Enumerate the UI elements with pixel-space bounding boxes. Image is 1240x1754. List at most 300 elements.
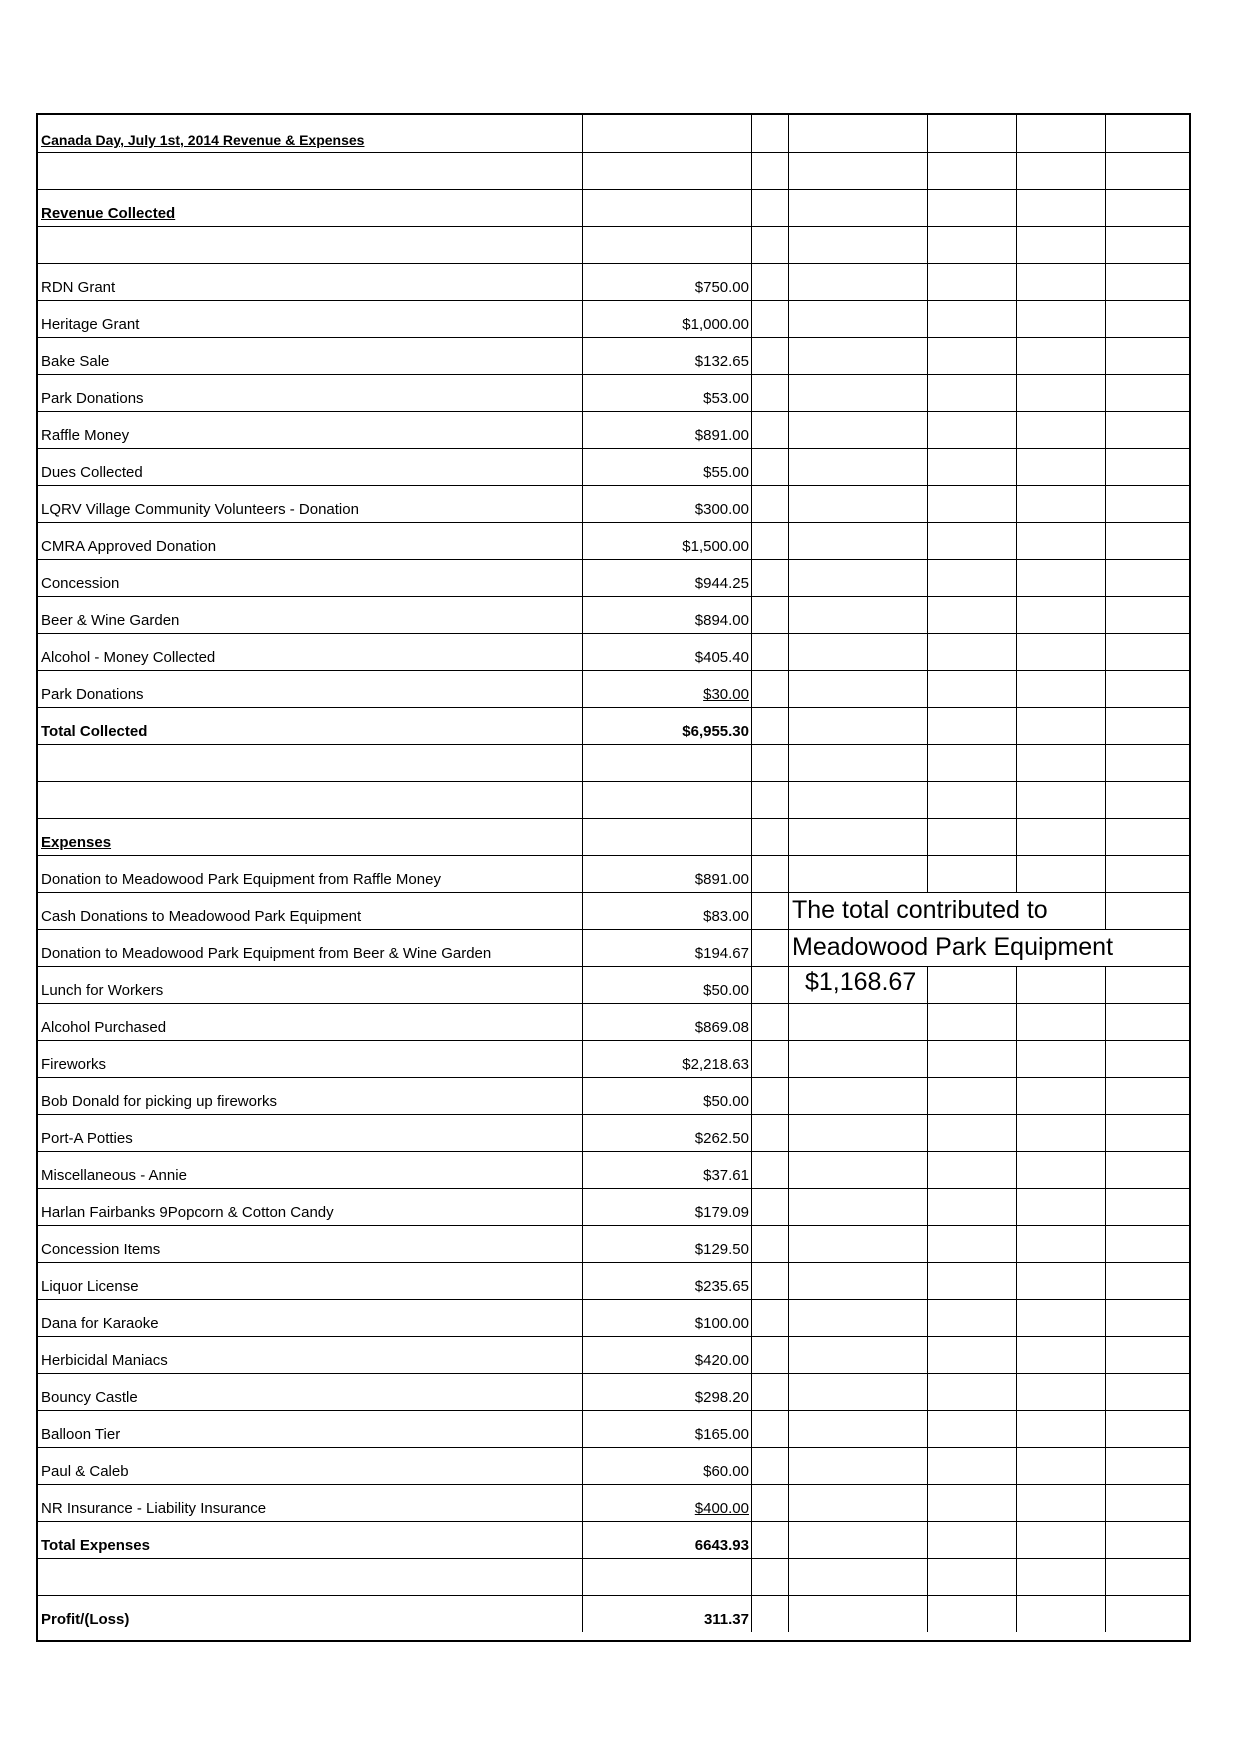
empty-cell (927, 1522, 1016, 1558)
empty-cell (788, 190, 927, 226)
revenue-heading (38, 189, 1189, 226)
empty-cell (927, 1411, 1016, 1447)
item-amount: $298.20 (694, 1389, 749, 1406)
item-label: Concession Items (41, 1241, 161, 1258)
empty-cell (751, 1078, 788, 1114)
empty-cell (1105, 782, 1193, 818)
expense-row (38, 1484, 1189, 1521)
amount-cell (582, 819, 751, 855)
empty-cell (1016, 449, 1105, 485)
expenses-heading: Expenses (41, 834, 112, 851)
amount-cell (582, 1300, 751, 1336)
item-amount: $37.61 (703, 1167, 749, 1184)
empty-cell (927, 1226, 1016, 1262)
label-cell (38, 1078, 582, 1114)
empty-cell (1016, 1115, 1105, 1151)
empty-cell (1016, 375, 1105, 411)
contribution-note-line2: Meadowood Park Equipment (792, 933, 1114, 961)
label-cell (38, 560, 582, 596)
amount-cell (582, 1596, 751, 1632)
empty-cell (1016, 819, 1105, 855)
empty-cell (927, 1152, 1016, 1188)
amount-cell (582, 486, 751, 522)
item-amount: $194.67 (694, 945, 749, 962)
item-label: Dana for Karaoke (41, 1315, 159, 1332)
item-label: Paul & Caleb (41, 1463, 129, 1480)
empty-cell (1016, 1226, 1105, 1262)
amount-cell (582, 708, 751, 744)
empty-cell (927, 301, 1016, 337)
item-amount: $891.00 (694, 427, 749, 444)
total-collected-row (38, 707, 1189, 744)
item-label: Donation to Meadowood Park Equipment from Raffle Money (41, 871, 441, 888)
empty-cell (927, 671, 1016, 707)
empty-cell (1105, 560, 1193, 596)
amount-cell (582, 1559, 751, 1595)
empty-cell (1016, 1559, 1105, 1595)
empty-cell (788, 486, 927, 522)
empty-cell (751, 930, 788, 966)
empty-cell (788, 523, 927, 559)
empty-cell (1105, 412, 1193, 448)
blank-row (38, 152, 1189, 189)
empty-cell (1105, 1337, 1193, 1373)
label-cell (38, 1522, 582, 1558)
amount-cell (582, 523, 751, 559)
empty-cell (1105, 819, 1193, 855)
empty-cell (751, 449, 788, 485)
document-title: Canada Day, July 1st, 2014 Revenue & Expenses (41, 132, 365, 148)
empty-cell (788, 782, 927, 818)
empty-cell (1105, 1411, 1193, 1447)
empty-cell (927, 375, 1016, 411)
empty-cell (751, 1226, 788, 1262)
empty-cell (1105, 449, 1193, 485)
empty-cell (1105, 708, 1193, 744)
empty-cell (1105, 1115, 1193, 1151)
amount-cell (582, 115, 751, 152)
empty-cell (751, 1041, 788, 1077)
amount-cell (582, 264, 751, 300)
empty-cell (1016, 1522, 1105, 1558)
empty-cell (1016, 1337, 1105, 1373)
empty-cell (1016, 1263, 1105, 1299)
empty-cell (751, 115, 788, 152)
empty-cell (927, 1300, 1016, 1336)
empty-cell (1105, 1004, 1193, 1040)
empty-cell (927, 1078, 1016, 1114)
amount-cell (582, 1263, 751, 1299)
empty-cell (1105, 1078, 1193, 1114)
amount-cell (582, 967, 751, 1003)
amount-cell (582, 338, 751, 374)
empty-cell (751, 819, 788, 855)
item-label: Port-A Potties (41, 1130, 133, 1147)
expense-row (38, 1410, 1189, 1447)
empty-cell (927, 115, 1016, 152)
item-amount: $750.00 (694, 279, 749, 296)
label-cell (38, 782, 582, 818)
empty-cell (1105, 597, 1193, 633)
empty-cell (1016, 301, 1105, 337)
empty-cell (927, 412, 1016, 448)
empty-cell (788, 1041, 927, 1077)
empty-cell (751, 375, 788, 411)
empty-cell (788, 1189, 927, 1225)
label-cell (38, 967, 582, 1003)
amount-cell (582, 375, 751, 411)
amount-cell (582, 782, 751, 818)
total-amount: 6643.93 (694, 1537, 749, 1554)
item-amount: $60.00 (703, 1463, 749, 1480)
item-label: CMRA Approved Donation (41, 538, 217, 555)
expenses-heading (38, 818, 1189, 855)
expense-row (38, 1447, 1189, 1484)
empty-cell (788, 412, 927, 448)
label-cell (38, 597, 582, 633)
label-cell (38, 1411, 582, 1447)
empty-cell (1016, 115, 1105, 152)
empty-cell (927, 1004, 1016, 1040)
empty-cell (751, 190, 788, 226)
empty-cell (1016, 1004, 1105, 1040)
empty-cell (751, 1411, 788, 1447)
empty-cell (1016, 634, 1105, 670)
empty-cell (927, 819, 1016, 855)
amount-cell (582, 301, 751, 337)
amount-cell (582, 634, 751, 670)
item-label: LQRV Village Community Volunteers - Donation (41, 501, 359, 518)
empty-cell (1105, 523, 1193, 559)
empty-cell (751, 671, 788, 707)
empty-cell (1016, 1448, 1105, 1484)
item-amount: $400.00 (694, 1500, 749, 1517)
item-label: Lunch for Workers (41, 982, 164, 999)
expense-row (38, 966, 1189, 1003)
revenue-row (38, 448, 1189, 485)
item-label: Alcohol Purchased (41, 1019, 167, 1036)
title-row (38, 115, 1189, 152)
amount-cell (582, 227, 751, 263)
empty-cell (927, 264, 1016, 300)
empty-cell (1016, 486, 1105, 522)
empty-cell (788, 856, 927, 892)
empty-cell (1016, 264, 1105, 300)
empty-cell (1016, 856, 1105, 892)
empty-cell (751, 893, 788, 929)
empty-cell (1016, 597, 1105, 633)
item-amount: $165.00 (694, 1426, 749, 1443)
empty-cell (1105, 486, 1193, 522)
item-amount: $894.00 (694, 612, 749, 629)
empty-cell (927, 967, 1016, 1003)
empty-cell (751, 782, 788, 818)
empty-cell (788, 449, 927, 485)
item-label: Balloon Tier (41, 1426, 121, 1443)
item-label: Bob Donald for picking up fireworks (41, 1093, 277, 1110)
revenue-row (38, 633, 1189, 670)
item-label: Park Donations (41, 390, 144, 407)
label-cell (38, 1115, 582, 1151)
amount-cell (582, 153, 751, 189)
label-cell (38, 1300, 582, 1336)
empty-cell (927, 338, 1016, 374)
empty-cell (1016, 1411, 1105, 1447)
label-cell (38, 449, 582, 485)
empty-cell (788, 745, 927, 781)
empty-cell (1016, 1041, 1105, 1077)
label-cell (38, 1041, 582, 1077)
empty-cell (1016, 338, 1105, 374)
empty-cell (788, 1115, 927, 1151)
empty-cell (788, 1300, 927, 1336)
empty-cell (927, 856, 1016, 892)
amount-cell (582, 1004, 751, 1040)
empty-cell (1016, 1152, 1105, 1188)
item-label: Heritage Grant (41, 316, 140, 333)
total-label: Profit/(Loss) (41, 1611, 130, 1628)
item-amount: $262.50 (694, 1130, 749, 1147)
empty-cell (751, 153, 788, 189)
item-amount: $50.00 (703, 982, 749, 999)
label-cell (38, 1559, 582, 1595)
empty-cell (1105, 1485, 1193, 1521)
empty-cell (1105, 634, 1193, 670)
label-cell (38, 1596, 582, 1632)
empty-cell (1105, 153, 1193, 189)
empty-cell (1016, 967, 1105, 1003)
label-cell (38, 856, 582, 892)
label-cell (38, 745, 582, 781)
empty-cell (1016, 412, 1105, 448)
revenue-row (38, 374, 1189, 411)
expense-row (38, 1003, 1189, 1040)
empty-cell (751, 1559, 788, 1595)
item-label: Liquor License (41, 1278, 139, 1295)
empty-cell (927, 1189, 1016, 1225)
empty-cell (927, 1448, 1016, 1484)
item-amount: $50.00 (703, 1093, 749, 1110)
label-cell (38, 1004, 582, 1040)
empty-cell (751, 486, 788, 522)
empty-cell (788, 1078, 927, 1114)
item-amount: $129.50 (694, 1241, 749, 1258)
revenue-row (38, 337, 1189, 374)
empty-cell (927, 486, 1016, 522)
amount-cell (582, 1078, 751, 1114)
label-cell (38, 115, 582, 152)
label-cell (38, 190, 582, 226)
item-label: Alcohol - Money Collected (41, 649, 216, 666)
empty-cell (751, 634, 788, 670)
label-cell (38, 375, 582, 411)
empty-cell (1016, 560, 1105, 596)
empty-cell (1105, 264, 1193, 300)
label-cell (38, 1374, 582, 1410)
empty-cell (751, 1485, 788, 1521)
empty-cell (927, 634, 1016, 670)
item-amount: $1,000.00 (682, 316, 749, 333)
empty-cell (751, 338, 788, 374)
empty-cell (927, 227, 1016, 263)
total-expenses-row (38, 1521, 1189, 1558)
empty-cell (751, 1263, 788, 1299)
empty-cell (751, 1374, 788, 1410)
label-cell (38, 634, 582, 670)
empty-cell (751, 1337, 788, 1373)
empty-cell (927, 449, 1016, 485)
item-label: Cash Donations to Meadowood Park Equipment (41, 908, 362, 925)
empty-cell (1016, 1300, 1105, 1336)
label-cell (38, 338, 582, 374)
item-label: Miscellaneous - Annie (41, 1167, 187, 1184)
amount-cell (582, 1041, 751, 1077)
amount-cell (582, 671, 751, 707)
empty-cell (1105, 671, 1193, 707)
blank-row (38, 226, 1189, 263)
empty-cell (751, 1189, 788, 1225)
empty-cell (927, 1041, 1016, 1077)
empty-cell (751, 1115, 788, 1151)
label-cell (38, 227, 582, 263)
item-amount: $405.40 (694, 649, 749, 666)
blank-row (38, 781, 1189, 818)
empty-cell (1105, 1300, 1193, 1336)
empty-cell (751, 967, 788, 1003)
empty-cell (927, 1485, 1016, 1521)
empty-cell (788, 708, 927, 744)
empty-cell (788, 338, 927, 374)
expense-row (38, 1373, 1189, 1410)
expense-row (38, 1151, 1189, 1188)
spreadsheet-table (36, 113, 1191, 1642)
label-cell (38, 893, 582, 929)
item-amount: $179.09 (694, 1204, 749, 1221)
amount-cell (582, 1226, 751, 1262)
empty-cell (788, 634, 927, 670)
label-cell (38, 153, 582, 189)
profit-row (38, 1595, 1189, 1632)
label-cell (38, 1485, 582, 1521)
empty-cell (1016, 153, 1105, 189)
empty-cell (751, 560, 788, 596)
empty-cell (927, 745, 1016, 781)
amount-cell (582, 745, 751, 781)
amount-cell (582, 449, 751, 485)
empty-cell (927, 523, 1016, 559)
empty-cell (751, 227, 788, 263)
empty-cell (927, 1263, 1016, 1299)
item-amount: $2,218.63 (682, 1056, 749, 1073)
item-label: NR Insurance - Liability Insurance (41, 1500, 267, 1517)
empty-cell (751, 1300, 788, 1336)
empty-cell (1016, 671, 1105, 707)
empty-cell (788, 671, 927, 707)
empty-cell (751, 1448, 788, 1484)
label-cell (38, 708, 582, 744)
empty-cell (1105, 745, 1193, 781)
item-amount: $83.00 (703, 908, 749, 925)
amount-cell (582, 560, 751, 596)
amount-cell (582, 412, 751, 448)
empty-cell (751, 745, 788, 781)
item-label: Beer & Wine Garden (41, 612, 180, 629)
expense-row (38, 1225, 1189, 1262)
revenue-row (38, 263, 1189, 300)
label-cell (38, 671, 582, 707)
empty-cell (1105, 1559, 1193, 1595)
label-cell (38, 1152, 582, 1188)
empty-cell (788, 1522, 927, 1558)
empty-cell (1016, 1374, 1105, 1410)
empty-cell (788, 1411, 927, 1447)
item-amount: $132.65 (694, 353, 749, 370)
empty-cell (927, 782, 1016, 818)
expense-row (38, 855, 1189, 892)
empty-cell (1105, 190, 1193, 226)
item-label: Park Donations (41, 686, 144, 703)
total-amount: $6,955.30 (682, 723, 749, 740)
empty-cell (1016, 708, 1105, 744)
label-cell (38, 301, 582, 337)
empty-cell (751, 264, 788, 300)
empty-cell (1105, 1226, 1193, 1262)
item-label: RDN Grant (41, 279, 116, 296)
expense-row (38, 1188, 1189, 1225)
item-amount: $53.00 (703, 390, 749, 407)
empty-cell (751, 1522, 788, 1558)
empty-cell (751, 708, 788, 744)
expense-row (38, 1114, 1189, 1151)
label-cell (38, 1226, 582, 1262)
total-amount: 311.37 (703, 1611, 749, 1628)
empty-cell (788, 597, 927, 633)
empty-cell (751, 301, 788, 337)
empty-cell (788, 1337, 927, 1373)
empty-cell (1105, 967, 1193, 1003)
empty-cell (1105, 1522, 1193, 1558)
expense-row (38, 1077, 1189, 1114)
label-cell (38, 1189, 582, 1225)
item-label: Harlan Fairbanks 9Popcorn & Cotton Candy (41, 1204, 334, 1221)
empty-cell (1105, 1041, 1193, 1077)
item-amount: $420.00 (694, 1352, 749, 1369)
empty-cell (751, 1004, 788, 1040)
item-label: Bouncy Castle (41, 1389, 138, 1406)
amount-cell (582, 1189, 751, 1225)
label-cell (38, 1337, 582, 1373)
expense-row (38, 1262, 1189, 1299)
label-cell (38, 486, 582, 522)
empty-cell (927, 190, 1016, 226)
empty-cell (788, 375, 927, 411)
item-label: Herbicidal Maniacs (41, 1352, 168, 1369)
empty-cell (1016, 745, 1105, 781)
empty-cell (788, 1596, 927, 1632)
empty-cell (1105, 115, 1193, 152)
empty-cell (1105, 856, 1193, 892)
item-amount: $944.25 (694, 575, 749, 592)
empty-cell (751, 523, 788, 559)
empty-cell (1105, 301, 1193, 337)
revenue-row (38, 670, 1189, 707)
amount-cell (582, 1337, 751, 1373)
item-label: Raffle Money (41, 427, 130, 444)
empty-cell (1105, 1596, 1193, 1632)
label-cell (38, 819, 582, 855)
amount-cell (582, 597, 751, 633)
blank-row (38, 744, 1189, 781)
